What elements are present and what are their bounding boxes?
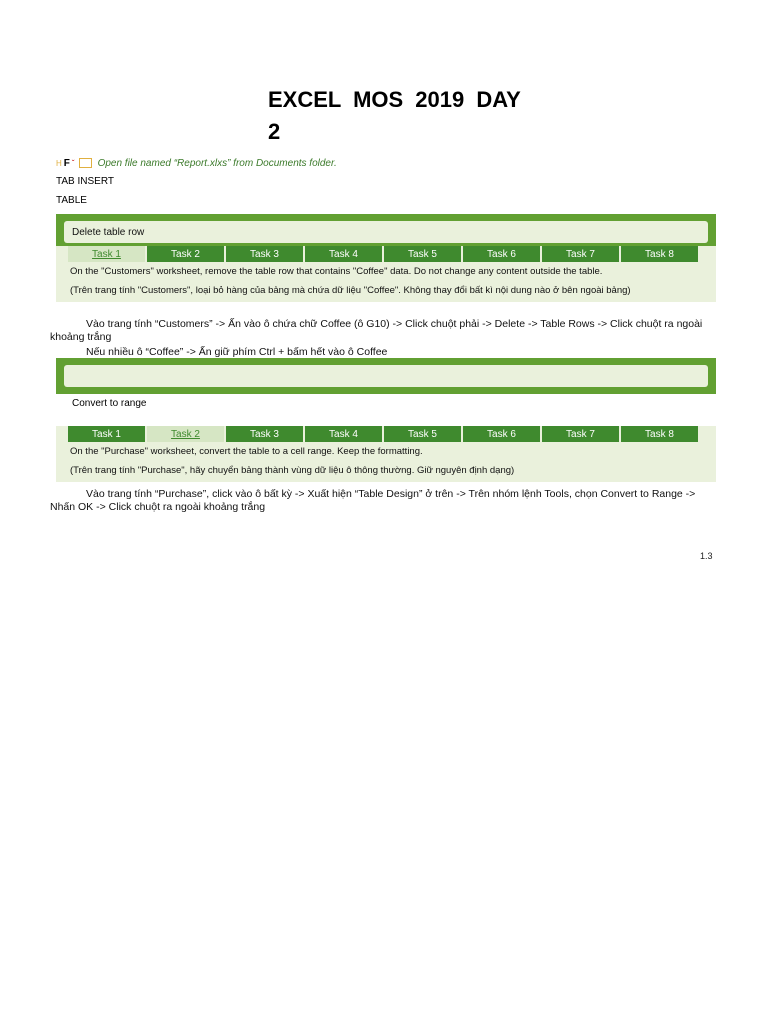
instruction-note-1: Nếu nhiều ô “Coffee” -> Ấn giữ phím Ctrl + bấm hết vào ô Coffee xyxy=(86,346,388,358)
page-number: 1.3 xyxy=(700,551,713,561)
tab-task-5[interactable]: Task 5 xyxy=(384,246,461,262)
tab-task-6[interactable]: Task 6 xyxy=(463,246,540,262)
tab-task-2[interactable]: Task 2 xyxy=(147,246,224,262)
banner-empty xyxy=(56,358,716,394)
page-title: EXCEL MOS 2019 DAY 2 xyxy=(268,87,521,144)
banner-delete-table-row xyxy=(56,214,716,250)
box-icon xyxy=(79,158,92,168)
tab-task-4[interactable]: Task 4 xyxy=(305,426,382,442)
red-dot-icon: ˇ xyxy=(71,158,75,168)
tab-task-1[interactable]: Task 1 xyxy=(68,426,145,442)
task-tabs-2 xyxy=(56,426,716,442)
banner-label-2 xyxy=(64,365,708,387)
task-description-en: On the "Purchase" worksheet, convert the table to a cell range. Keep the formatting. xyxy=(70,446,423,457)
tab-task-7[interactable]: Task 7 xyxy=(542,246,619,262)
tab-task-3[interactable]: Task 3 xyxy=(226,246,303,262)
h-icon: H xyxy=(56,158,62,168)
tab-task-8[interactable]: Task 8 xyxy=(621,246,698,262)
tab-task-3[interactable]: Task 3 xyxy=(226,426,303,442)
intro-line xyxy=(56,156,337,170)
instruction-steps-1: Vào trang tính “Customers” -> Ấn vào ô chứa chữ Coffee (ô G10) -> Click chuột phải -> Delete -> Table Rows -> Click chuột ra ngoài khoảng trắng xyxy=(50,318,703,343)
tab-task-1[interactable]: Task 1 xyxy=(68,246,145,262)
task-description-en: On the "Customers" worksheet, remove the table row that contains "Coffee" data. Do not change any content outside the table. xyxy=(70,266,603,277)
instruction-steps-2: Vào trang tính “Purchase”, click vào ô bất kỳ -> Xuất hiện “Table Design” ở trên -> Trên nhóm lệnh Tools, chọn Convert to Range -> Nhấn OK -> Click chuột ra ngoài khoảng trắng xyxy=(50,488,696,513)
banner-label: Delete table row xyxy=(64,221,708,243)
task-tabs xyxy=(56,246,716,262)
tab-task-7[interactable]: Task 7 xyxy=(542,426,619,442)
tab-task-6[interactable]: Task 6 xyxy=(463,426,540,442)
section-convert-to-range: Convert to range xyxy=(72,398,147,409)
task-description-vi: (Trên trang tính "Customers", loại bỏ hàng của bảng mà chứa dữ liệu "Coffee". Không thay đổi bất kì nội dung nào ở bên ngoài bảng) xyxy=(70,285,631,296)
tab-task-8[interactable]: Task 8 xyxy=(621,426,698,442)
task-panel-2 xyxy=(56,426,716,482)
intro-text: Open file named “Report.xlxs” from Documents folder. xyxy=(97,157,337,169)
intro-icons xyxy=(56,158,92,169)
task-description-vi: (Trên trang tính "Purchase", hãy chuyển bảng thành vùng dữ liệu ô thông thường. Giữ nguyên định dạng) xyxy=(70,465,515,476)
tab-task-4[interactable]: Task 4 xyxy=(305,246,382,262)
section-table: TABLE xyxy=(56,195,87,206)
task-panel-1 xyxy=(56,246,716,302)
section-tab-insert: TAB INSERT xyxy=(56,176,114,187)
f-icon: F xyxy=(63,157,70,169)
tab-task-5[interactable]: Task 5 xyxy=(384,426,461,442)
tab-task-2[interactable]: Task 2 xyxy=(147,426,224,442)
